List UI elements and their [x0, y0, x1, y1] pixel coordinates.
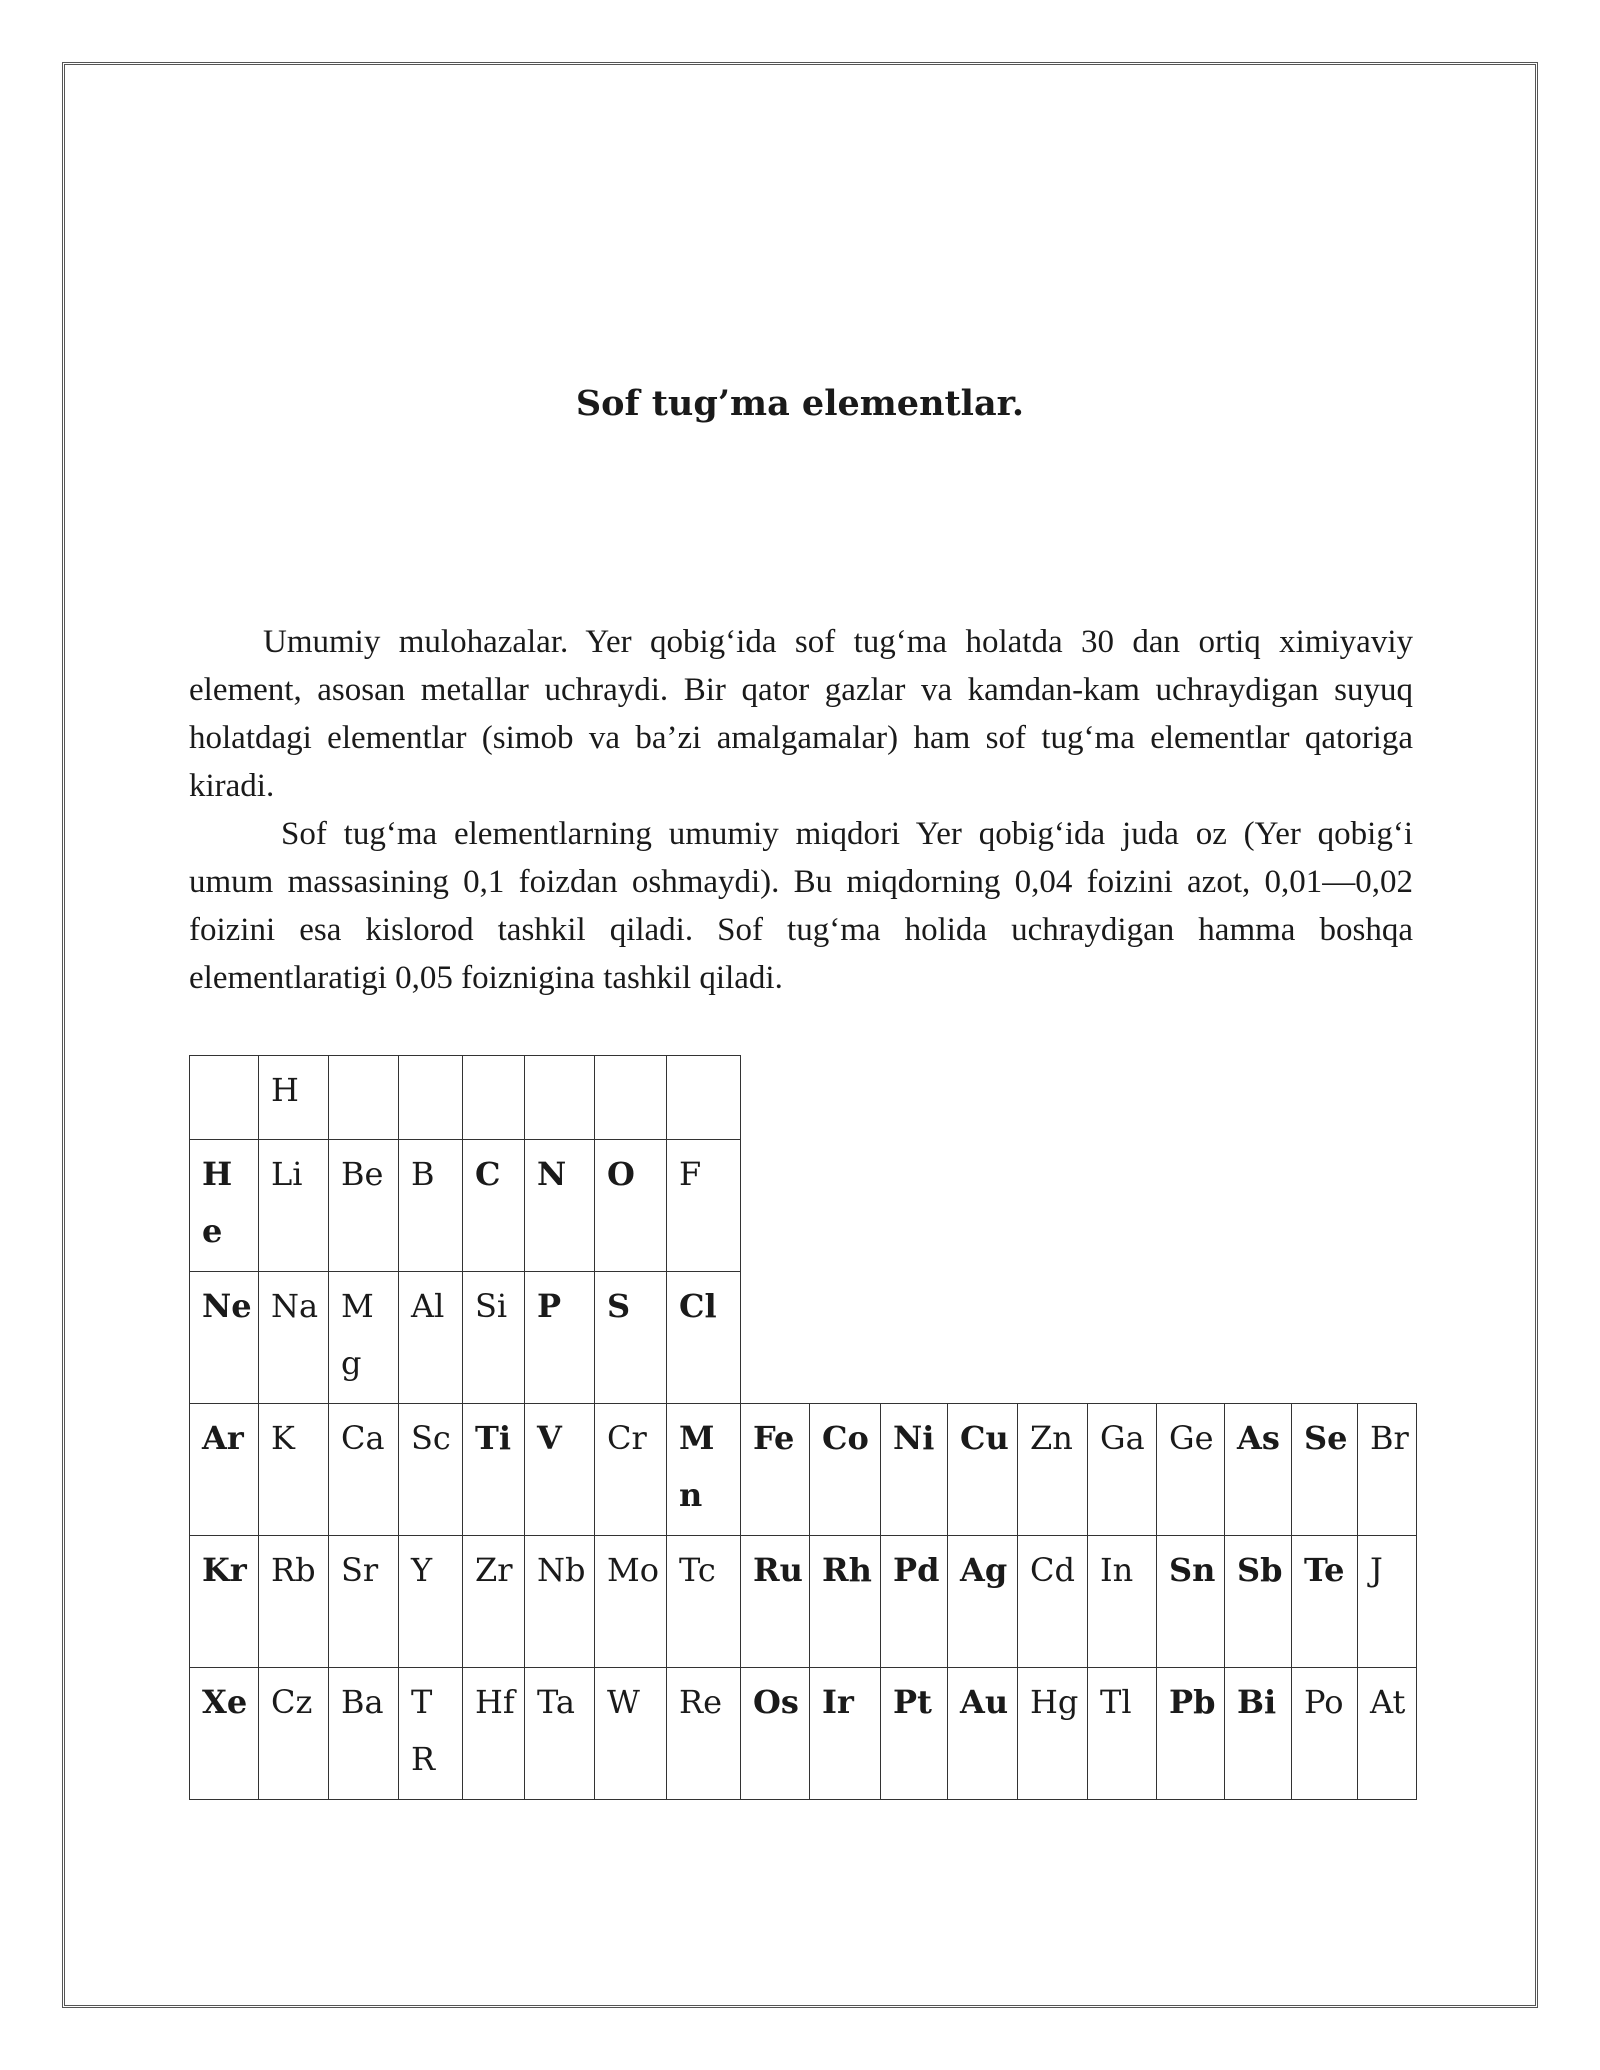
element-symbol: Re — [679, 1683, 723, 1721]
element-cell — [1358, 1668, 1417, 1800]
element-cell — [190, 1668, 259, 1800]
element-symbol: Tl — [1100, 1683, 1132, 1721]
element-cell — [399, 1140, 463, 1272]
element-cell — [667, 1668, 741, 1800]
element-symbol: Te — [1304, 1551, 1345, 1589]
element-cell — [1088, 1404, 1157, 1536]
element-cell — [463, 1056, 525, 1140]
element-symbol: V — [537, 1419, 562, 1457]
element-symbol: Be — [341, 1155, 384, 1193]
element-cell — [329, 1056, 399, 1140]
element-cell — [259, 1272, 329, 1404]
element-cell — [329, 1668, 399, 1800]
element-cell — [329, 1536, 399, 1668]
element-cell — [667, 1536, 741, 1668]
element-symbol: Ag — [960, 1551, 1008, 1589]
element-symbol: W — [607, 1683, 640, 1721]
table-row — [190, 1404, 1417, 1536]
element-cell — [259, 1668, 329, 1800]
element-symbol: Pd — [893, 1551, 940, 1589]
element-cell — [595, 1404, 667, 1536]
element-symbol: Nb — [537, 1551, 586, 1589]
element-cell — [881, 1536, 948, 1668]
element-cell — [329, 1140, 399, 1272]
element-symbol: Ar — [202, 1419, 244, 1457]
element-symbol: Bi — [1237, 1683, 1277, 1721]
element-symbol: Ge — [1169, 1419, 1214, 1457]
element-symbol: H — [271, 1071, 299, 1109]
element-cell — [1225, 1668, 1292, 1800]
element-symbol: Cu — [960, 1419, 1009, 1457]
element-cell — [1088, 1668, 1157, 1800]
element-cell — [525, 1404, 595, 1536]
element-cell — [399, 1404, 463, 1536]
element-cell — [525, 1272, 595, 1404]
element-symbol: O — [607, 1155, 635, 1193]
element-symbol: Cd — [1030, 1551, 1075, 1589]
element-symbol: P — [537, 1287, 562, 1325]
element-symbol: At — [1370, 1683, 1406, 1721]
table-blank-area — [741, 1140, 1417, 1272]
element-cell — [810, 1668, 881, 1800]
element-cell — [1018, 1404, 1088, 1536]
element-cell — [948, 1668, 1018, 1800]
element-symbol: TR — [411, 1683, 436, 1778]
element-symbol: Ba — [341, 1683, 384, 1721]
element-symbol: Sc — [411, 1419, 451, 1457]
element-cell — [741, 1404, 810, 1536]
element-symbol: Sb — [1237, 1551, 1283, 1589]
element-cell — [259, 1536, 329, 1668]
element-cell — [399, 1536, 463, 1668]
element-cell — [741, 1668, 810, 1800]
element-cell — [525, 1668, 595, 1800]
element-cell — [1157, 1404, 1225, 1536]
element-cell — [1018, 1536, 1088, 1668]
table-row — [190, 1536, 1417, 1668]
element-cell — [1358, 1404, 1417, 1536]
table-row — [190, 1140, 1417, 1272]
element-symbol: Mo — [607, 1551, 660, 1589]
element-symbol: Rb — [271, 1551, 316, 1589]
element-symbol: Mg — [341, 1287, 374, 1382]
element-cell — [525, 1140, 595, 1272]
element-symbol: Po — [1304, 1683, 1344, 1721]
element-symbol: Li — [271, 1155, 303, 1193]
element-symbol: Ga — [1100, 1419, 1145, 1457]
element-cell — [741, 1536, 810, 1668]
element-cell — [463, 1404, 525, 1536]
element-cell — [1225, 1536, 1292, 1668]
element-symbol: Ti — [475, 1419, 511, 1457]
element-cell — [525, 1056, 595, 1140]
table-row — [190, 1056, 1417, 1140]
element-symbol: Na — [271, 1287, 319, 1325]
element-symbol: Pb — [1169, 1683, 1216, 1721]
element-symbol: Ne — [202, 1287, 252, 1325]
table-blank-area — [741, 1272, 1417, 1404]
element-symbol: Al — [411, 1287, 445, 1325]
element-cell — [1225, 1404, 1292, 1536]
element-cell — [463, 1536, 525, 1668]
element-symbol: S — [607, 1287, 631, 1325]
element-symbol: Co — [822, 1419, 869, 1457]
element-symbol: B — [411, 1155, 435, 1193]
element-symbol: Tc — [679, 1551, 716, 1589]
element-cell — [948, 1404, 1018, 1536]
element-symbol: Si — [475, 1287, 508, 1325]
element-cell — [259, 1140, 329, 1272]
element-cell — [259, 1056, 329, 1140]
page-title: Sof tug’ma elementlar. — [575, 383, 1025, 424]
element-cell — [1088, 1536, 1157, 1668]
element-cell — [190, 1140, 259, 1272]
element-symbol: F — [679, 1155, 702, 1193]
element-cell — [259, 1404, 329, 1536]
element-symbol: Pt — [893, 1683, 932, 1721]
element-symbol: Hf — [475, 1683, 515, 1721]
table-row — [190, 1668, 1417, 1800]
element-cell — [463, 1668, 525, 1800]
element-cell — [463, 1140, 525, 1272]
element-symbol: As — [1237, 1419, 1280, 1457]
element-symbol: Cr — [607, 1419, 647, 1457]
element-cell — [190, 1272, 259, 1404]
table-blank-area — [741, 1056, 1417, 1140]
element-symbol: C — [475, 1155, 501, 1193]
element-cell — [810, 1404, 881, 1536]
element-cell — [1018, 1668, 1088, 1800]
element-cell — [1157, 1668, 1225, 1800]
element-cell — [881, 1668, 948, 1800]
element-cell — [525, 1536, 595, 1668]
element-cell — [881, 1404, 948, 1536]
element-symbol: Fe — [753, 1419, 795, 1457]
element-cell — [667, 1404, 741, 1536]
element-cell — [595, 1272, 667, 1404]
element-cell — [1292, 1404, 1358, 1536]
element-symbol: Rh — [822, 1551, 872, 1589]
element-symbol: He — [202, 1155, 233, 1250]
element-cell — [595, 1140, 667, 1272]
element-symbol: J — [1370, 1551, 1383, 1589]
element-cell — [595, 1056, 667, 1140]
element-cell — [463, 1272, 525, 1404]
element-cell — [329, 1404, 399, 1536]
element-cell — [1292, 1668, 1358, 1800]
element-symbol: Xe — [202, 1683, 248, 1721]
element-cell — [190, 1536, 259, 1668]
element-symbol: N — [537, 1155, 567, 1193]
element-cell — [810, 1536, 881, 1668]
element-cell — [1358, 1536, 1417, 1668]
periodic-table — [189, 1055, 1417, 1800]
table-row — [190, 1272, 1417, 1404]
element-symbol: Cz — [271, 1683, 313, 1721]
element-cell — [329, 1272, 399, 1404]
element-symbol: Cl — [679, 1287, 717, 1325]
periodic-table-body — [190, 1056, 1417, 1800]
element-symbol: Kr — [202, 1551, 247, 1589]
element-symbol: Ca — [341, 1419, 385, 1457]
paragraph-quantity: Sof tug‘ma elementlarning umumiy miqdori Yer qobig‘ida juda oz (Yer qobig‘i umum massasining 0,1 foizdan oshmaydi). Bu miqdorning 0,04 foizini azot, 0,01—0,02 foizini esa kislorod tashkil qiladi. Sof tug‘ma holida uchraydigan hamma boshqa elementlaratigi 0,05 foiznigina tashkil qiladi. — [189, 816, 1413, 996]
element-cell — [595, 1536, 667, 1668]
element-cell — [399, 1668, 463, 1800]
element-cell — [667, 1272, 741, 1404]
element-cell — [399, 1056, 463, 1140]
body-text — [189, 618, 1413, 1002]
element-symbol: Sn — [1169, 1551, 1216, 1589]
element-cell — [190, 1404, 259, 1536]
element-symbol: Ni — [893, 1419, 935, 1457]
element-cell — [667, 1056, 741, 1140]
element-symbol: Se — [1304, 1419, 1348, 1457]
element-symbol: Y — [411, 1551, 433, 1589]
element-symbol: In — [1100, 1551, 1134, 1589]
element-cell — [1157, 1536, 1225, 1668]
element-cell — [190, 1056, 259, 1140]
element-cell — [948, 1536, 1018, 1668]
element-cell — [1292, 1536, 1358, 1668]
element-symbol: Hg — [1030, 1683, 1079, 1721]
element-symbol: Ta — [537, 1683, 575, 1721]
element-symbol: Zr — [475, 1551, 513, 1589]
element-symbol: Ir — [822, 1683, 854, 1721]
element-symbol: Sr — [341, 1551, 379, 1589]
element-symbol: Mn — [679, 1419, 715, 1514]
element-symbol: Os — [753, 1683, 799, 1721]
element-symbol: Ru — [753, 1551, 803, 1589]
element-symbol: Br — [1370, 1419, 1409, 1457]
element-symbol: Au — [960, 1683, 1009, 1721]
element-symbol: Zn — [1030, 1419, 1073, 1457]
element-cell — [595, 1668, 667, 1800]
element-cell — [667, 1140, 741, 1272]
element-symbol: K — [271, 1419, 295, 1457]
element-cell — [399, 1272, 463, 1404]
paragraph-intro: Umumiy mulohazalar. Yer qobig‘ida sof tug‘ma holatda 30 dan ortiq ximiyaviy element, asosan metallar uchraydi. Bir qator gazlar va kamdan-kam uchraydigan suyuq holatdagi elementlar (simob va ba’zi amalgamalar) ham sof tug‘ma elementlar qatoriga kiradi. — [189, 624, 1413, 804]
